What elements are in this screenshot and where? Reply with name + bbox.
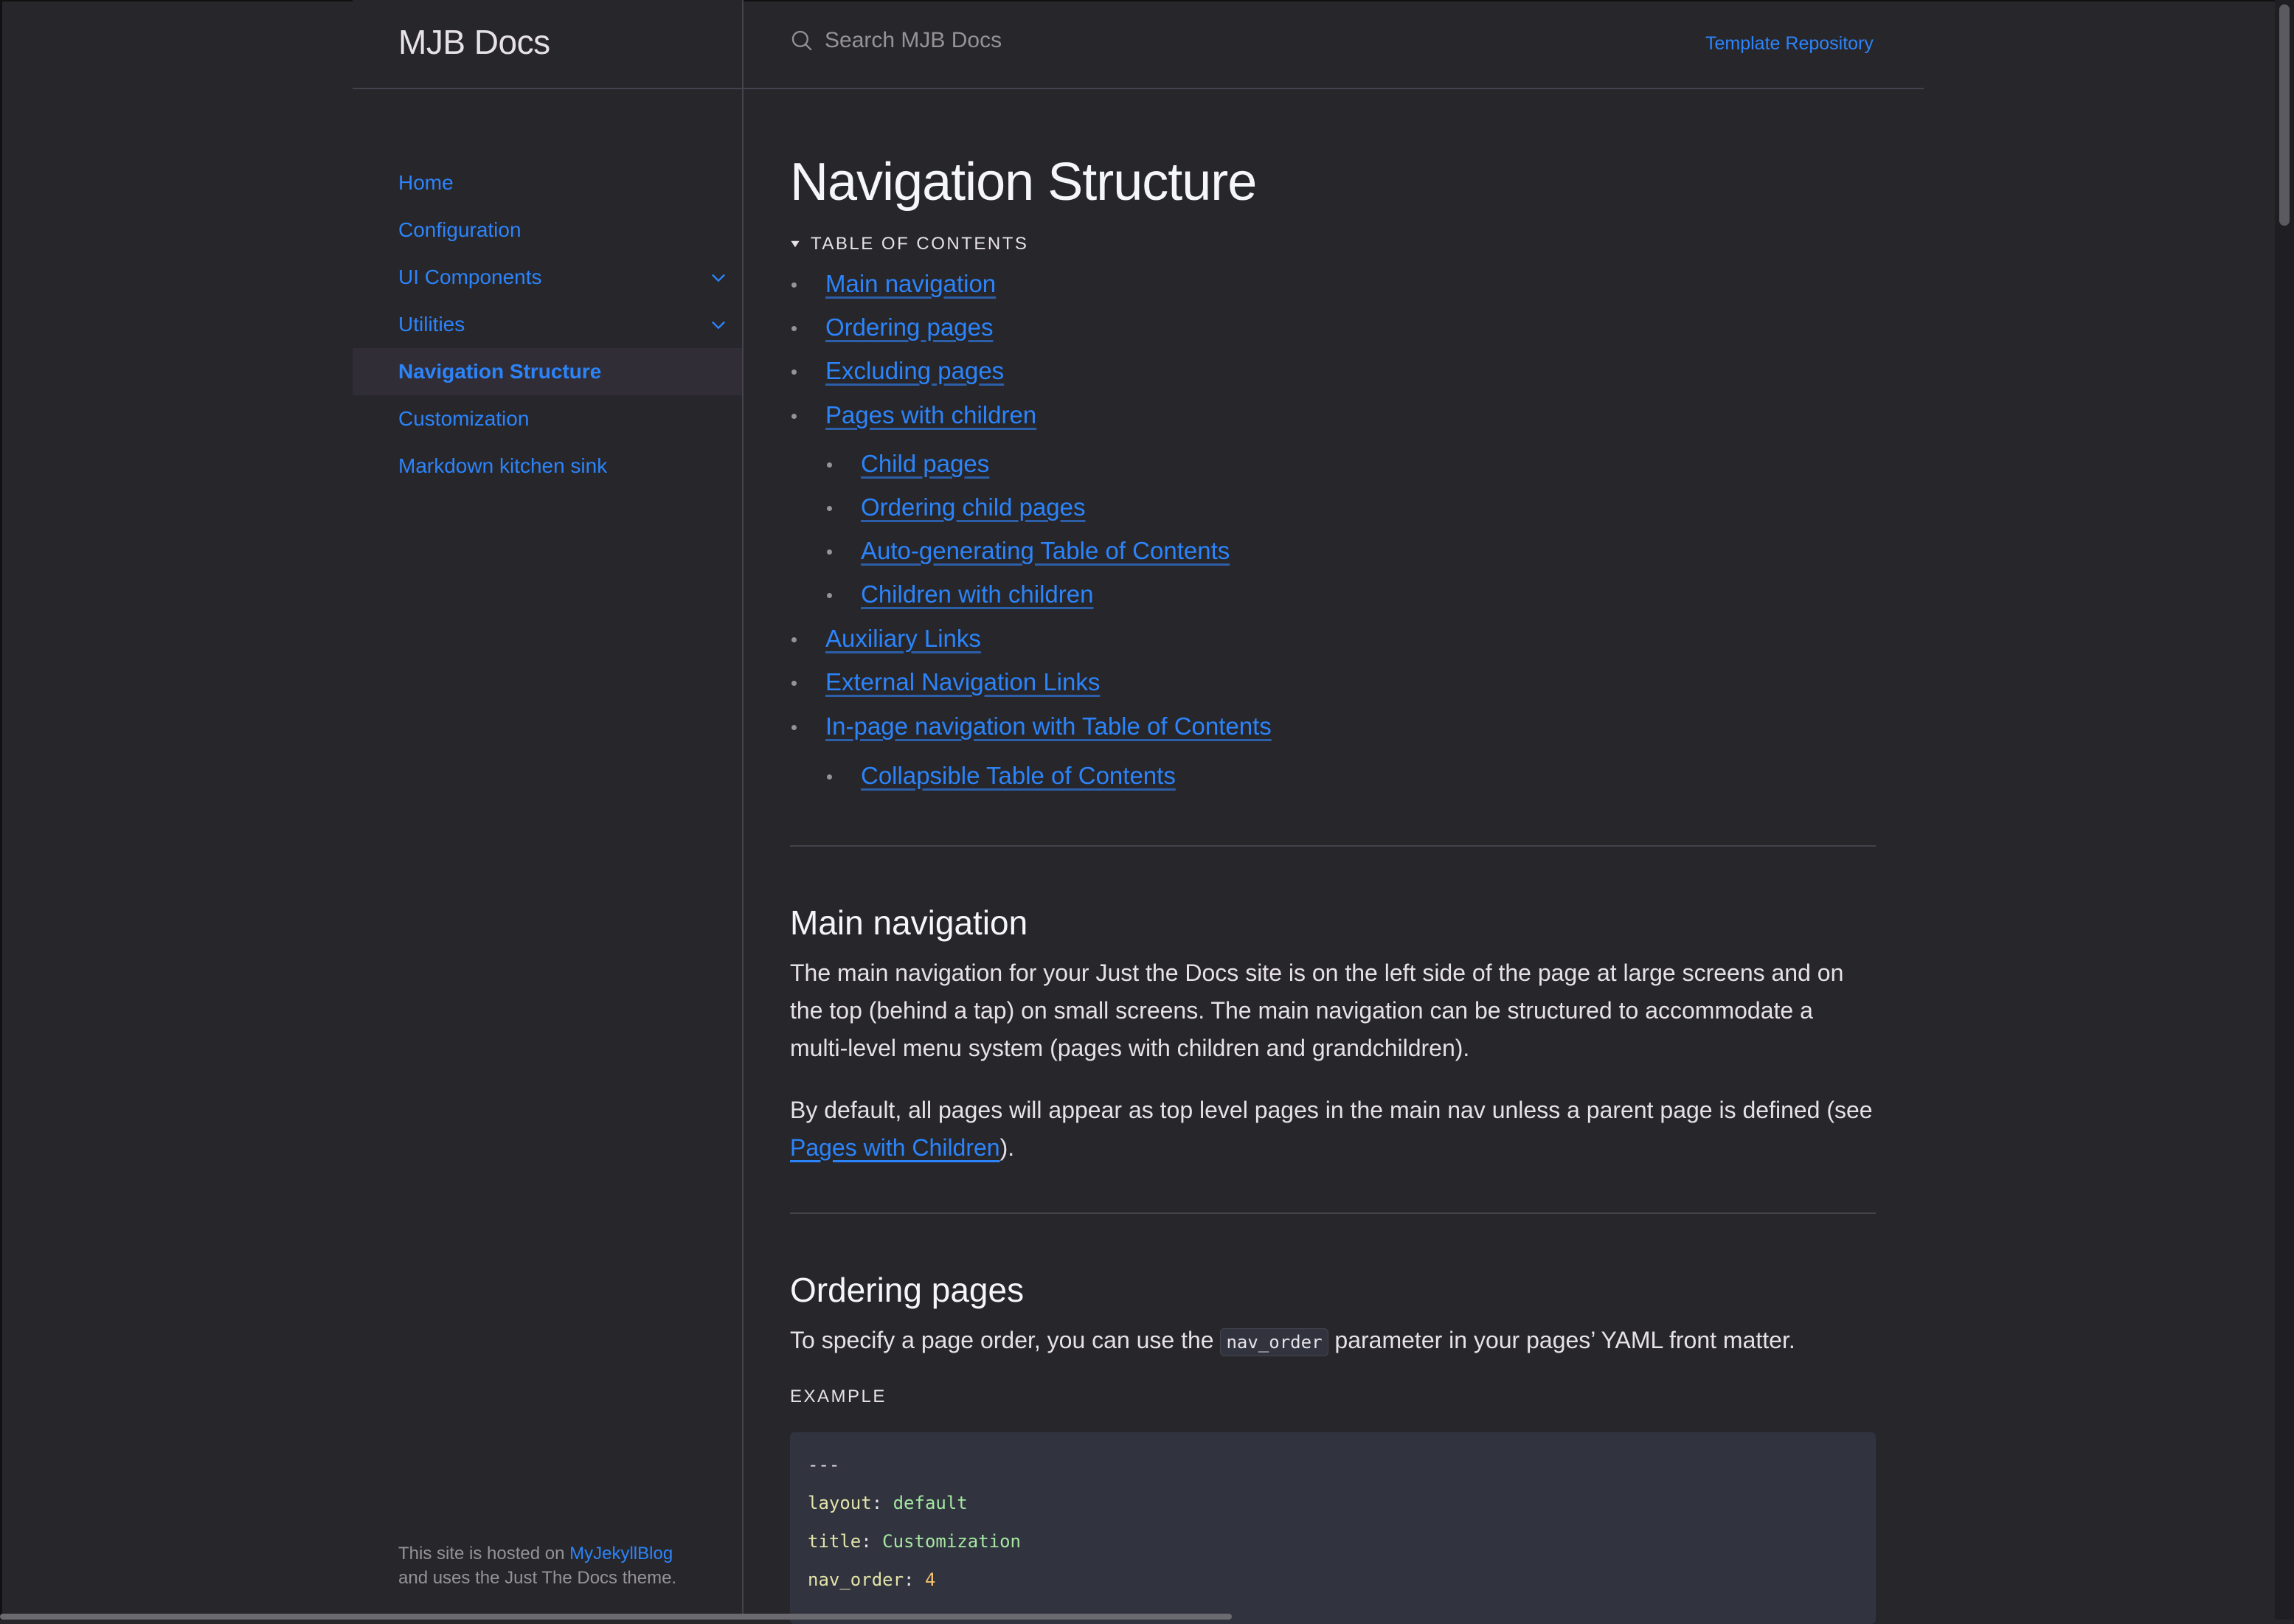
toc-item [825,401,1036,429]
search-input[interactable] [825,28,1341,53]
toc-toggle[interactable] [790,234,1028,254]
toc-link[interactable]: Child pages [861,450,990,477]
code-block [790,1432,1876,1624]
sidebar-item-label: Navigation Structure [398,360,602,383]
sidebar-item-markdown-kitchen-sink[interactable] [353,443,742,490]
yaml-key: title [808,1531,862,1552]
toc-item [861,762,1176,790]
sidebar-item-home[interactable] [353,159,742,207]
toc-item [825,712,1272,740]
page-title: Navigation Structure [790,153,1257,212]
footer-text-2: and uses the Just The Docs theme. [398,1568,677,1588]
bullet-icon [791,282,797,288]
toc-link[interactable]: Main navigation [825,270,997,297]
vertical-scrollbar[interactable] [2275,0,2294,1620]
toc-item [825,668,1100,696]
bullet-icon [791,369,797,375]
toc-link[interactable]: Pages with children [825,401,1037,428]
sidebar-item-navigation-structure[interactable] [353,348,742,395]
sidebar-footer [398,1541,676,1590]
code-line: title: Customization [808,1531,1021,1552]
template-repository-link[interactable]: Template Repository [1705,33,1874,54]
toc-item [825,270,996,298]
code-line: layout: default [808,1493,968,1513]
bullet-icon [791,637,797,642]
bullet-icon [827,506,832,511]
sidebar-item-ui-components[interactable] [353,254,742,301]
section-divider [790,845,1876,847]
example-label: EXAMPLE [790,1387,887,1406]
main-navigation-paragraph: The main navigation for your Just the Docs site is on the left side of the page at large screens and on the top (behind a tap) on small screens. The main navigation can be structured to accommodate a multi-level menu system (pages with children and grandchildren). [790,960,1844,1061]
toc-link[interactable]: Collapsible Table of Contents [861,762,1176,789]
sidebar-divider [742,0,744,1620]
paragraph-text: parameter in your pages’ YAML front matter. [1328,1327,1795,1353]
toc-item [861,493,1086,521]
sidebar-item-utilities[interactable] [353,301,742,348]
toc-link[interactable]: Auxiliary Links [825,625,981,652]
site-title[interactable]: MJB Docs [398,23,550,61]
code-line: nav_order: 4 [808,1569,936,1590]
search-bar[interactable] [789,28,1341,53]
default-pages-paragraph [790,1092,1876,1167]
horizontal-scrollbar[interactable] [0,1614,1232,1620]
yaml-key: layout [808,1493,872,1513]
bullet-icon [827,462,832,468]
footer-link[interactable]: MyJekyllBlog [569,1544,673,1564]
chevron-down-icon[interactable] [708,267,729,288]
bullet-icon [791,326,797,331]
search-icon [789,28,814,53]
yaml-value: default [893,1493,968,1513]
triangle-down-icon [790,239,800,249]
inline-code: nav_order [1220,1328,1328,1356]
header-divider [353,88,1924,89]
paragraph-text: By default, all pages will appear as top level pages in the main nav unless a parent page is defined (see [790,1097,1873,1123]
code-line: --- [808,1454,840,1475]
sidebar-item-label: Customization [398,407,530,430]
yaml-value: Customization [882,1531,1021,1552]
scrollbar-thumb[interactable] [2279,4,2290,226]
bullet-icon [827,774,832,780]
toc-link[interactable]: Ordering pages [825,313,994,341]
toc-link[interactable]: In-page navigation with Table of Contents [825,712,1272,740]
toc-link[interactable]: Excluding pages [825,357,1005,384]
section-heading-ordering-pages: Ordering pages [790,1271,1025,1309]
bullet-icon [827,593,832,598]
toc-link[interactable]: External Navigation Links [825,668,1101,695]
toc-item [825,357,1004,385]
bullet-icon [791,414,797,419]
sidebar-item-label: Markdown kitchen sink [398,454,608,477]
paragraph-text: To specify a page order, you can use the [790,1327,1221,1353]
bullet-icon [791,725,797,730]
toc-item [861,537,1230,565]
paragraph-text: ). [999,1134,1015,1161]
sidebar-item-customization[interactable] [353,395,742,443]
toc-item [825,313,993,341]
chevron-down-icon[interactable] [708,314,729,335]
sidebar-item-label: Configuration [398,218,521,241]
toc-link[interactable]: Auto-generating Table of Contents [861,537,1230,564]
ordering-paragraph [790,1322,1876,1361]
sidebar-item-label: UI Components [398,266,542,288]
toc-label: TABLE OF CONTENTS [811,234,1029,254]
sidebar-item-configuration[interactable] [353,207,742,254]
sidebar-nav [353,159,742,490]
toc-item [861,450,989,478]
footer-text: This site is hosted on [398,1544,570,1564]
yaml-value: 4 [924,1569,936,1590]
sidebar-item-label: Home [398,171,454,194]
bullet-icon [827,549,832,555]
pages-with-children-link[interactable]: Pages with Children [790,1134,1000,1161]
toc-item [861,580,1093,608]
toc-item [825,625,981,653]
bullet-icon [791,681,797,686]
yaml-key: nav_order [808,1569,904,1590]
sidebar-item-label: Utilities [398,313,465,336]
toc-link[interactable]: Ordering child pages [861,493,1086,521]
section-heading-main-navigation: Main navigation [790,903,1028,942]
toc-link[interactable]: Children with children [861,580,1094,608]
section-divider [790,1212,1876,1214]
